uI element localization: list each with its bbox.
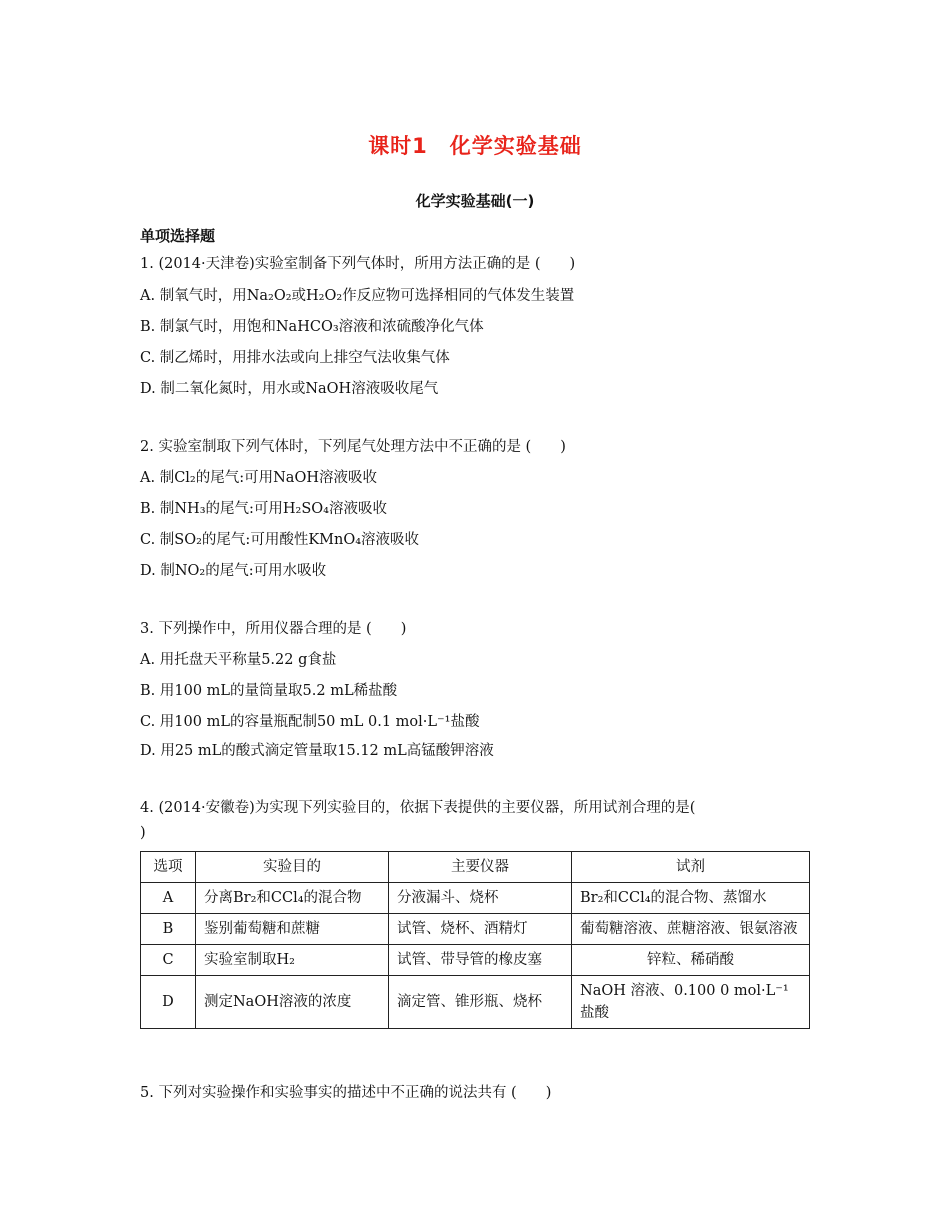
table-cell: 分液漏斗、烧杯 (389, 883, 572, 914)
table-cell: 滴定管、锥形瓶、烧杯 (389, 976, 572, 1029)
question-3-option-a: A. 用托盘天平称量5.22 g食盐 (140, 652, 337, 668)
question-3-option-c: C. 用100 mL的容量瓶配制50 mL 0.1 mol·L⁻¹盐酸 (140, 714, 480, 730)
table-cell: C (141, 945, 196, 976)
table-row (141, 883, 810, 914)
table-cell: D (141, 976, 196, 1029)
table-row (141, 976, 810, 1029)
table-cell: 实验室制取H₂ (196, 945, 389, 976)
question-2-stem: 2. 实验室制取下列气体时，下列尾气处理方法中不正确的是 ( ) (140, 439, 566, 455)
question-3-stem: 3. 下列操作中，所用仪器合理的是 ( ) (140, 621, 407, 637)
page-title: 课时1 化学实验基础 (368, 134, 582, 158)
question-1-option-d: D. 制二氧化氮时，用水或NaOH溶液吸收尾气 (140, 381, 439, 397)
table-header-cell: 试剂 (572, 852, 810, 883)
question-1-stem: 1. (2014·天津卷)实验室制备下列气体时，所用方法正确的是 ( ) (140, 256, 576, 272)
table-header-row (141, 852, 810, 883)
table-cell: Br₂和CCl₄的混合物、蒸馏水 (572, 883, 810, 914)
question-2-option-d: D. 制NO₂的尾气:可用水吸收 (140, 563, 327, 579)
table-header-cell: 选项 (141, 852, 196, 883)
question-2-option-b: B. 制NH₃的尾气:可用H₂SO₄溶液吸收 (140, 501, 387, 517)
question-4-table (140, 851, 810, 1029)
table-row (141, 914, 810, 945)
question-4-stem-end: ) (140, 825, 146, 841)
question-2-option-a: A. 制Cl₂的尾气:可用NaOH溶液吸收 (140, 470, 377, 486)
table-cell: 分离Br₂和CCl₄的混合物 (196, 883, 389, 914)
table-cell: 葡萄糖溶液、蔗糖溶液、银氨溶液 (572, 914, 810, 945)
question-4-stem: 4. (2014·安徽卷)为实现下列实验目的，依据下表提供的主要仪器，所用试剂合理的是( (140, 800, 696, 816)
section-heading: 单项选择题 (140, 227, 216, 245)
question-1-option-a: A. 制氧气时，用Na₂O₂或H₂O₂作反应物可选择相同的气体发生装置 (140, 288, 575, 304)
table-cell: 鉴别葡萄糖和蔗糖 (196, 914, 389, 945)
table-cell: 测定NaOH溶液的浓度 (196, 976, 389, 1029)
table-header-cell: 主要仪器 (389, 852, 572, 883)
question-3-option-b: B. 用100 mL的量筒量取5.2 mL稀盐酸 (140, 683, 398, 699)
question-3-option-d: D. 用25 mL的酸式滴定管量取15.12 mL高锰酸钾溶液 (140, 743, 494, 759)
table-cell: 试管、带导管的橡皮塞 (389, 945, 572, 976)
table-cell: 试管、烧杯、酒精灯 (389, 914, 572, 945)
page-subtitle: 化学实验基础(一) (415, 192, 535, 210)
table-cell: B (141, 914, 196, 945)
table-cell: 锌粒、稀硝酸 (572, 945, 810, 976)
table-cell: A (141, 883, 196, 914)
question-2-option-c: C. 制SO₂的尾气:可用酸性KMnO₄溶液吸收 (140, 532, 420, 548)
table-row (141, 945, 810, 976)
question-1-option-b: B. 制氯气时，用饱和NaHCO₃溶液和浓硫酸净化气体 (140, 319, 484, 335)
table-header-cell: 实验目的 (196, 852, 389, 883)
table-cell: NaOH 溶液、0.100 0 mol·L⁻¹盐酸 (572, 976, 810, 1029)
question-5-stem: 5. 下列对实验操作和实验事实的描述中不正确的说法共有 ( ) (140, 1085, 552, 1101)
question-1-option-c: C. 制乙烯时，用排水法或向上排空气法收集气体 (140, 350, 450, 366)
